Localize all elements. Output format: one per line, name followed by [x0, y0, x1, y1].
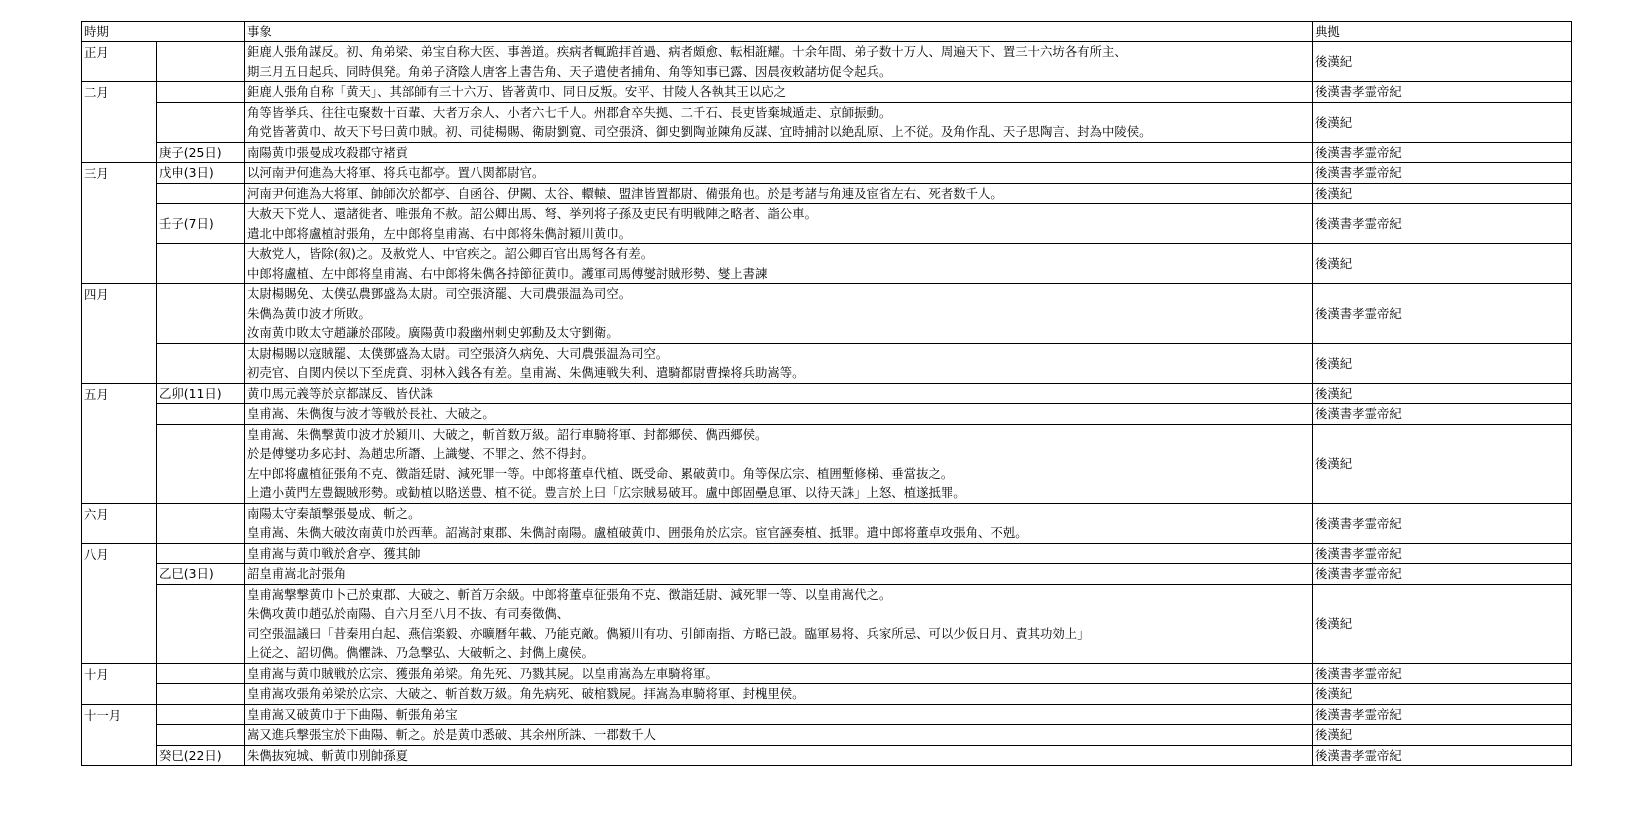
- event-line: 嵩又進兵撃張宝於下曲陽、斬之。於是黄巾悉破、其余州所誅、一郡数千人: [247, 727, 656, 742]
- event-line: 初売官、自関内侯以下至虎賁、羽林入銭各有差。皇甫嵩、朱儁連戦失利、遣騎都尉曹操将兵助嵩等。: [247, 365, 805, 380]
- month-cell: 三月: [82, 163, 157, 284]
- event-cell: [245, 343, 1313, 383]
- date-cell: [157, 704, 245, 725]
- event-line: 詔皇甫嵩北討張角: [247, 566, 347, 581]
- table-row: [82, 543, 1572, 564]
- event-line: 汝南黄巾敗太守趙謙於邵陵。廣陽黄巾殺幽州刺史郭勳及太守劉衛。: [247, 325, 619, 340]
- month-cell: 二月: [82, 82, 157, 163]
- source-cell: 後漢紀: [1313, 424, 1572, 503]
- event-cell: [245, 82, 1313, 103]
- header-period: 時期: [82, 22, 245, 42]
- event-cell: [245, 204, 1313, 244]
- table-row: [82, 684, 1572, 705]
- date-cell: 戊申(3日): [157, 163, 245, 184]
- table-row: [82, 584, 1572, 663]
- header-source: 典拠: [1313, 22, 1572, 42]
- event-cell: [245, 725, 1313, 746]
- source-cell: 後漢書孝霊帝紀: [1313, 564, 1572, 585]
- source-cell: 後漢書孝霊帝紀: [1313, 704, 1572, 725]
- event-cell: [245, 183, 1313, 204]
- event-cell: [245, 102, 1313, 142]
- event-cell: [245, 42, 1313, 82]
- source-cell: 後漢書孝霊帝紀: [1313, 503, 1572, 543]
- event-line: 皇甫嵩、朱儁復与波才等戦於長社、大破之。: [247, 406, 495, 421]
- source-cell: 後漢紀: [1313, 725, 1572, 746]
- date-cell: 庚子(25日): [157, 142, 245, 163]
- event-line: 皇甫嵩攻張角弟梁於広宗、大破之、斬首数万級。角先病死、破棺戮屍。拝嵩為車騎将軍、封槐里侯。: [247, 686, 805, 701]
- event-line: 鉅鹿人張角自称「黄天」、其部師有三十六万、皆著黄巾、同日反叛。安平、甘陵人各執其王以応之: [247, 84, 786, 99]
- header-row: [82, 22, 1572, 42]
- event-line: 角党皆著黄巾、故天下号曰黄巾賊。初、司徒楊賜、衛尉劉寛、司空張済、御史劉陶並陳角反謀、宜時捕討以絶乱原、上不従。及角作乱、天子思陶言、封為中陵侯。: [247, 124, 1152, 139]
- table-row: [82, 404, 1572, 425]
- source-cell: 後漢書孝霊帝紀: [1313, 284, 1572, 344]
- source-cell: 後漢書孝霊帝紀: [1313, 82, 1572, 103]
- source-cell: 後漢紀: [1313, 244, 1572, 284]
- table-row: [82, 284, 1572, 344]
- date-cell: [157, 284, 245, 344]
- header-event: 事象: [245, 22, 1313, 42]
- date-cell: [157, 183, 245, 204]
- table-row: [82, 745, 1572, 766]
- table-row: [82, 424, 1572, 503]
- month-cell: 五月: [82, 383, 157, 503]
- date-cell: [157, 404, 245, 425]
- date-cell: 乙巳(3日): [157, 564, 245, 585]
- event-line: 皇甫嵩又破黄巾于下曲陽、斬張角弟宝: [247, 706, 458, 722]
- month-cell: 十一月: [82, 704, 157, 766]
- event-line: 太尉楊賜以寇賊罷、太僕鄧盛為太尉。司空張済久病免、大司農張温為司空。: [247, 345, 669, 361]
- month-cell: 八月: [82, 543, 157, 663]
- event-cell: [245, 503, 1313, 543]
- event-cell: [245, 745, 1313, 766]
- chronology-table-body: [82, 22, 1572, 766]
- event-cell: [245, 564, 1313, 585]
- table-row: [82, 102, 1572, 142]
- event-line: 河南尹何進為大将軍、帥師次於都亭、自函谷、伊闕、太谷、轘轅、盟津皆置都尉、備張角也。於是考諸与角連及宦省左右、死者数千人。: [247, 185, 1003, 201]
- source-cell: 後漢書孝霊帝紀: [1313, 404, 1572, 425]
- month-cell: 十月: [82, 663, 157, 704]
- date-cell: [157, 543, 245, 564]
- event-line: 左中郎将盧植征張角不克、徴詣廷尉、減死罪一等。中郎将董卓代植、既受命、累破黄巾。角等保広宗、植囲塹修梯、垂當抜之。: [247, 465, 954, 481]
- event-line: 皇甫嵩与黄巾賊戦於広宗、獲張角弟梁。角先死、乃戮其屍。以皇甫嵩為左車騎将軍。: [247, 665, 718, 681]
- event-cell: [245, 404, 1313, 425]
- table-row: [82, 503, 1572, 543]
- source-cell: 後漢紀: [1313, 102, 1572, 142]
- event-line: 黄巾馬元義等於京都謀反、皆伏誅: [247, 385, 433, 401]
- date-cell: [157, 343, 245, 383]
- event-cell: [245, 704, 1313, 725]
- date-cell: [157, 82, 245, 103]
- table-row: [82, 704, 1572, 725]
- table-row: [82, 142, 1572, 163]
- source-cell: 後漢紀: [1313, 343, 1572, 383]
- table-row: [82, 663, 1572, 684]
- event-line: 大赦天下党人、還諸徙者、唯張角不赦。詔公卿出馬、弩、挙列将子孫及吏民有明戦陣之略者、詣公車。: [247, 206, 817, 221]
- event-line: 朱儁攻黄巾趙弘於南陽、自六月至八月不抜、有司奏徵儁、: [247, 606, 570, 621]
- event-line: 期三月五日起兵、同時倶発。角弟子済陰人唐客上書告角、天子遣使者捕角、角等知事已露、因晨夜敕諸坊促令起兵。: [247, 63, 892, 79]
- event-line: 角等皆挙兵、往往屯聚数十百輩、大者万余人、小者六七千人。州郡倉卒失拠、二千石、長吏皆棄城遁走、京師振動。: [247, 104, 892, 120]
- event-line: 司空張温議曰「昔秦用白起、燕信楽毅、亦曠暦年載、乃能克敵。儁潁川有功、引師南指、方略已設。臨軍易将、兵家所忌、可以少仮日月、責其功効上」: [247, 625, 1090, 641]
- event-cell: [245, 383, 1313, 404]
- chronology-table: [81, 21, 1572, 766]
- table-row: [82, 725, 1572, 746]
- table-row: [82, 564, 1572, 585]
- table-row: [82, 163, 1572, 184]
- date-cell: [157, 42, 245, 82]
- table-row: [82, 183, 1572, 204]
- source-cell: 後漢書孝霊帝紀: [1313, 204, 1572, 244]
- date-cell: [157, 244, 245, 284]
- event-line: 以河南尹何進為大将軍、将兵屯都亭。置八関都尉官。: [247, 165, 545, 180]
- table-row: [82, 244, 1572, 284]
- event-cell: [245, 142, 1313, 163]
- event-cell: [245, 424, 1313, 503]
- date-cell: [157, 503, 245, 543]
- event-line: 皇甫嵩、朱儁撃黄巾波才於潁川、大破之，斬首数万級。詔行車騎将軍、封都郷侯、儁西郷侯。: [247, 426, 768, 442]
- event-cell: [245, 584, 1313, 663]
- date-cell: 乙卯(11日): [157, 383, 245, 404]
- event-line: 南陽黄巾張曼成攻殺郡守褚貢: [247, 144, 409, 160]
- source-cell: 後漢紀: [1313, 183, 1572, 204]
- event-cell: [245, 284, 1313, 344]
- date-cell: [157, 684, 245, 705]
- table-row: [82, 42, 1572, 82]
- event-line: 太尉楊賜免、太僕弘農鄧盛為太尉。司空張済罷、大司農張温為司空。: [247, 286, 632, 301]
- event-line: 上従之、詔切儁。儁懼誅、乃急撃弘、大破斬之、封儁上虞侯。: [247, 645, 594, 660]
- month-cell: 正月: [82, 42, 157, 82]
- date-cell: [157, 424, 245, 503]
- event-line: 南陽太守秦頡撃張曼成、斬之。: [247, 505, 421, 521]
- source-cell: 後漢書孝霊帝紀: [1313, 163, 1572, 184]
- event-cell: [245, 684, 1313, 705]
- event-line: 皇甫嵩、朱儁大破汝南黄巾於西華。詔嵩討東郡、朱儁討南陽。盧植破黄巾、囲張角於広宗。宦官誣奏植、抵罪。遣中郎将董卓攻張角、不剋。: [247, 525, 1028, 540]
- event-line: 皇甫嵩撃撃黄巾卜己於東郡、大破之、斬首万余級。中郎将董卓征張角不克、徴詣廷尉、減死罪一等、以皇甫嵩代之。: [247, 586, 892, 602]
- event-line: 中郎将盧植、左中郎将皇甫嵩、右中郎将朱儁各持節征黄巾。護軍司馬傅燮討賊形勢、燮上書諫: [247, 265, 768, 281]
- source-cell: 後漢紀: [1313, 42, 1572, 82]
- event-line: 大赦党人，皆除(叙)之。及赦党人、中官疾之。詔公卿百官出馬弩各有差。: [247, 246, 654, 261]
- event-line: 上遣小黄門左豊観賊形勢。或勧植以賂送豊、植不従。豊言於上曰「広宗賊易破耳。盧中郎固壘息軍、以待天誅」上怒、植遂抵罪。: [247, 485, 966, 500]
- table-row: [82, 204, 1572, 244]
- event-line: 遣北中郎将盧植討張角，左中郎将皇甫嵩、右中郎将朱儁討潁川黄巾。: [247, 225, 632, 241]
- date-cell: 癸巳(22日): [157, 745, 245, 766]
- source-cell: 後漢書孝霊帝紀: [1313, 745, 1572, 766]
- event-cell: [245, 543, 1313, 564]
- event-line: 鉅鹿人張角謀反。初、角弟梁、弟宝自称大医、事善道。疾病者輒跪拝首過、病者頗愈、転相誑耀。十余年間、弟子数十万人、周遍天下、置三十六坊各有所主、: [247, 44, 1127, 59]
- event-line: 皇甫嵩与黄巾戦於倉亭、獲其帥: [247, 545, 421, 561]
- date-cell: [157, 102, 245, 142]
- source-cell: 後漢書孝霊帝紀: [1313, 663, 1572, 684]
- event-line: 於是傅燮功多応封、為趙忠所譖、上識燮、不罪之、然不得封。: [247, 446, 594, 461]
- source-cell: 後漢書孝霊帝紀: [1313, 543, 1572, 564]
- date-cell: [157, 663, 245, 684]
- date-cell: [157, 584, 245, 663]
- source-cell: 後漢紀: [1313, 584, 1572, 663]
- month-cell: 六月: [82, 503, 157, 543]
- source-cell: 後漢書孝霊帝紀: [1313, 142, 1572, 163]
- table-row: [82, 82, 1572, 103]
- event-cell: [245, 163, 1313, 184]
- source-cell: 後漢紀: [1313, 383, 1572, 404]
- date-cell: 壬子(7日): [157, 204, 245, 244]
- event-cell: [245, 663, 1313, 684]
- event-line: 朱儁抜宛城、斬黄巾別帥孫夏: [247, 747, 409, 763]
- table-row: [82, 383, 1572, 404]
- month-cell: 四月: [82, 284, 157, 384]
- source-cell: 後漢紀: [1313, 684, 1572, 705]
- event-cell: [245, 244, 1313, 284]
- event-line: 朱儁為黄巾波才所敗。: [247, 305, 371, 321]
- table-row: [82, 343, 1572, 383]
- date-cell: [157, 725, 245, 746]
